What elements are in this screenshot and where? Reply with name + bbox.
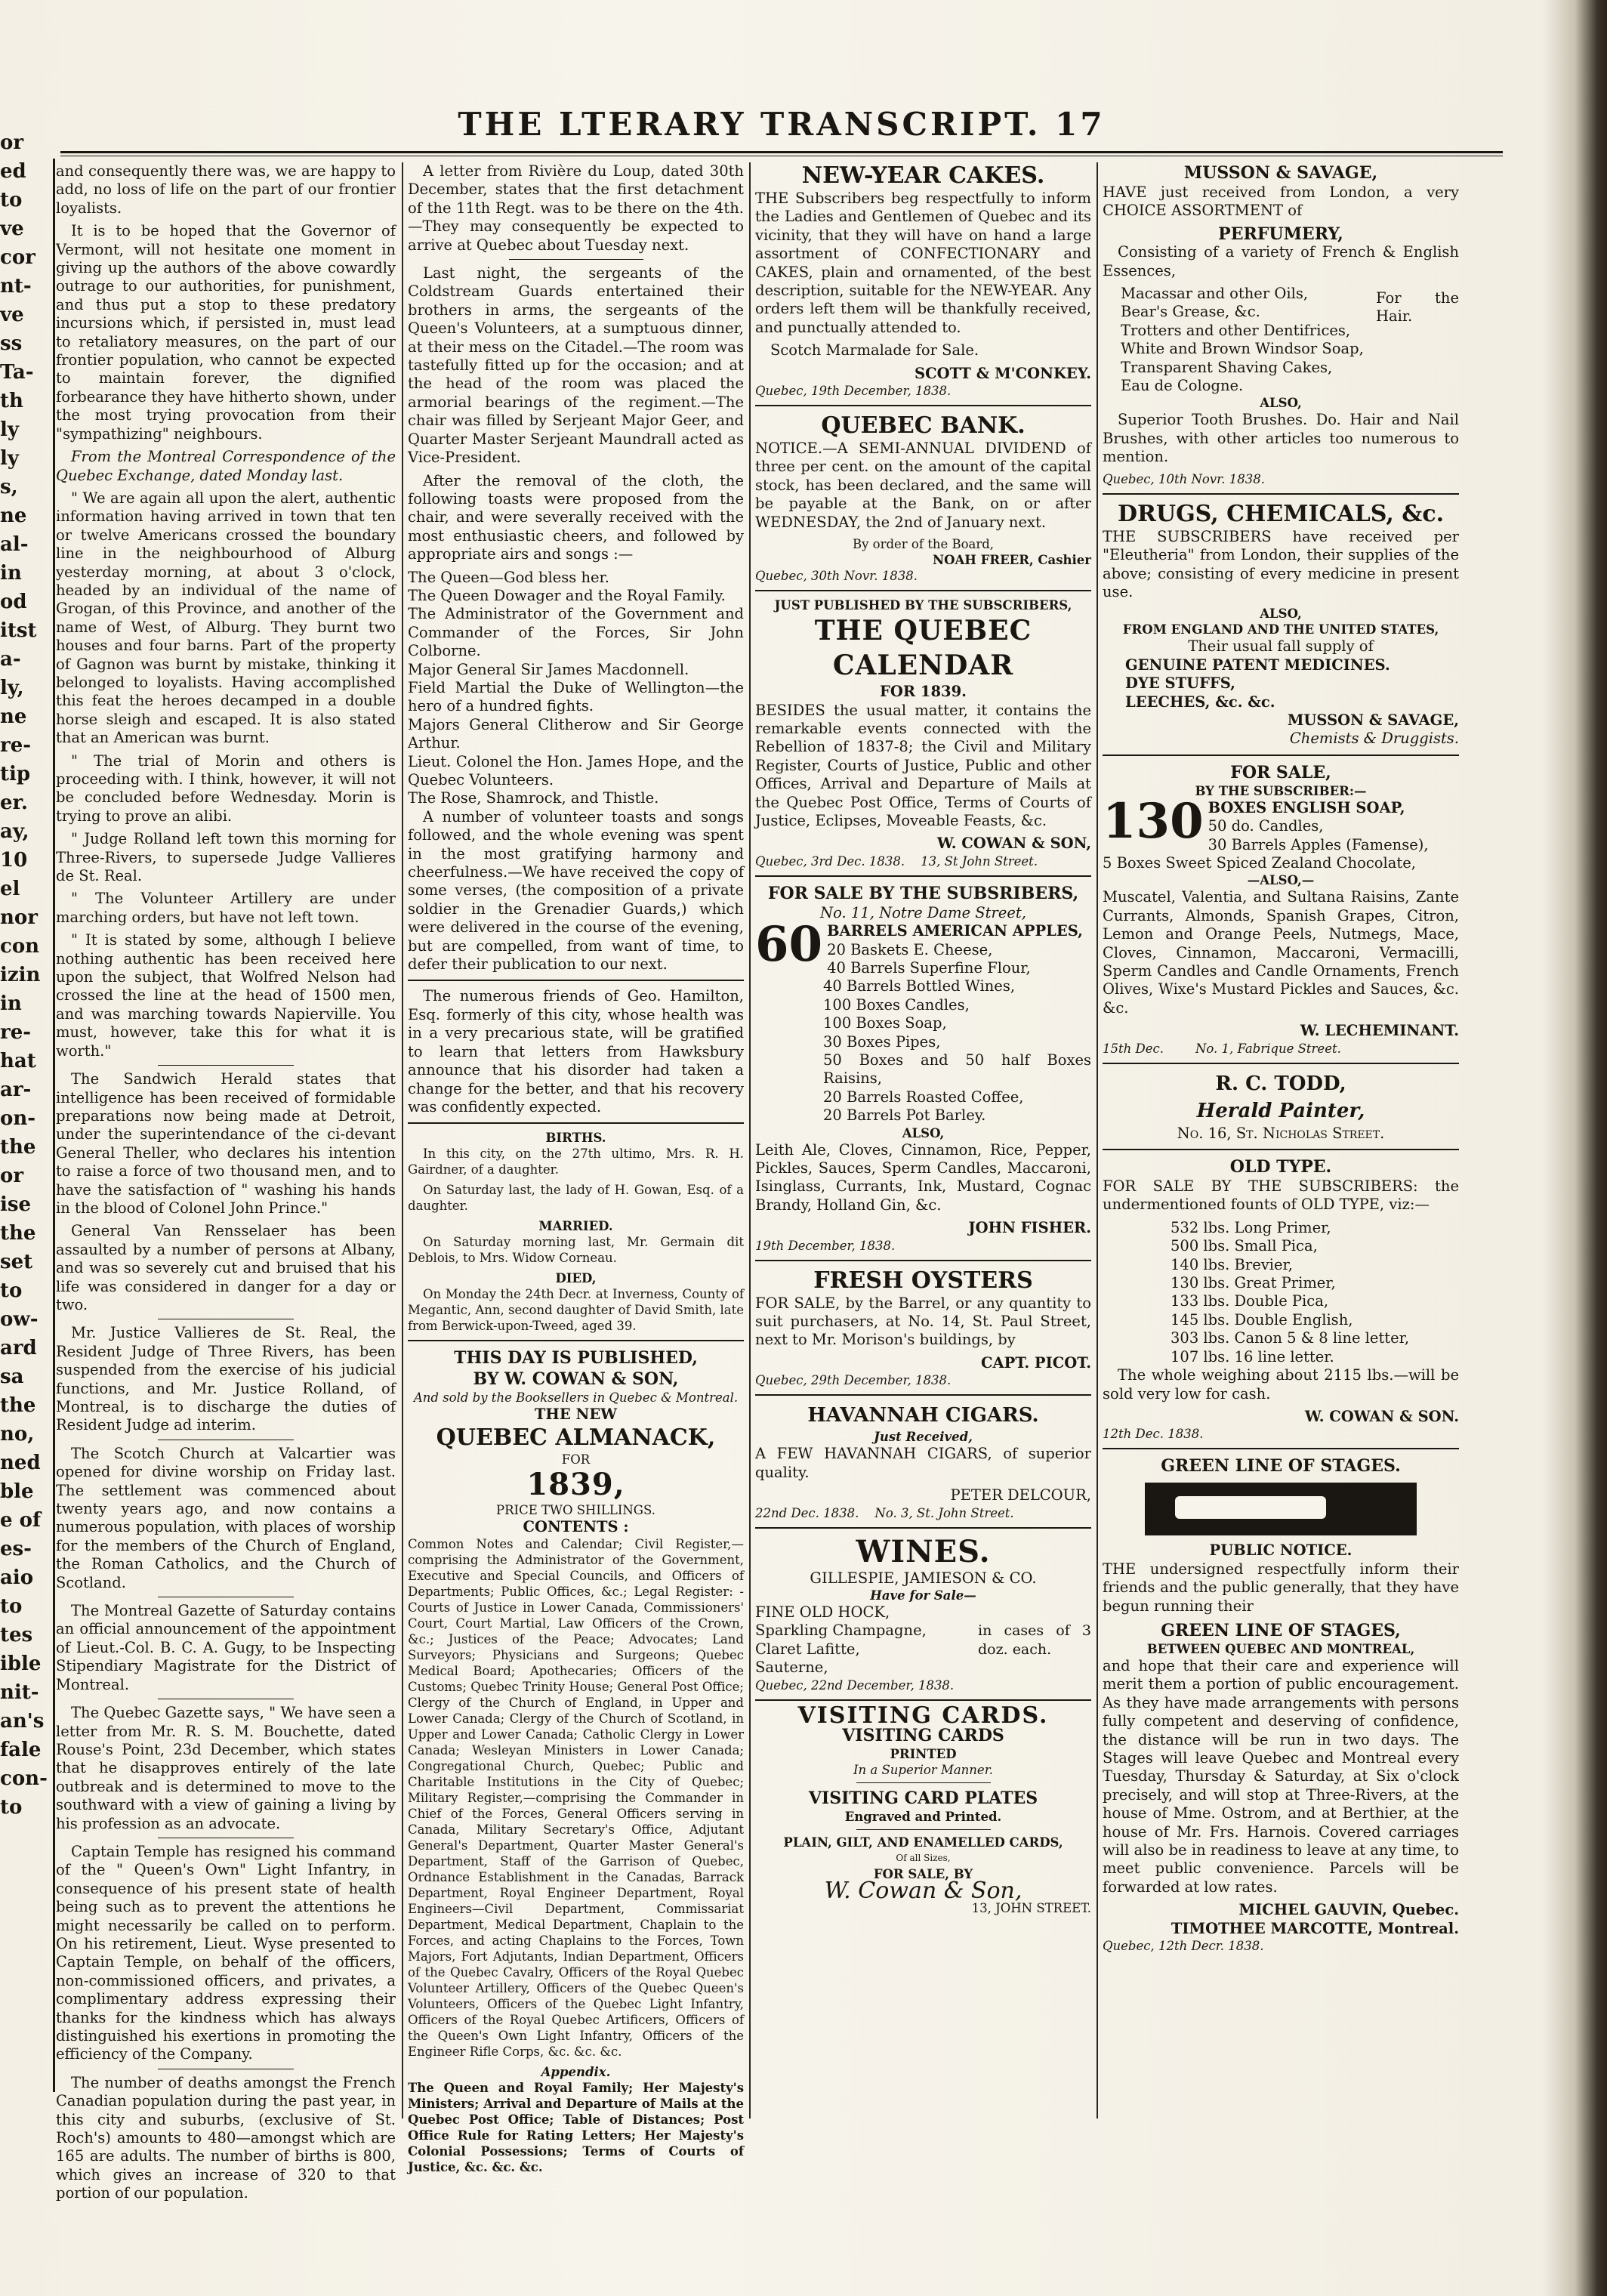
column-rule [1097,162,1098,2119]
column-rule [402,162,403,2119]
births-notice: In this city, on the 27th ultimo, Mrs. R. H. Gairdner, of a daughter. [408,1146,744,1177]
article-paragraph: A letter from Rivière du Loup, dated 30th December, states that the first detachment of the 11th Regt. was to be there on the 4th.—They may consequently be expected to arrive at Quebec about Tuesday next. [408,162,744,254]
for-sale-item: 30 Boxes Pipes, [823,1032,941,1051]
column-4 [1103,162,1459,2119]
divider [755,1394,1091,1396]
toast-list [408,569,744,808]
cigars-received: Just Received, [874,1430,973,1445]
musson-date: Quebec, 10th Novr. 1838. [1103,471,1265,486]
divider [856,1782,991,1783]
musson-perfumery: PERFUMERY, [1218,224,1343,244]
green-line-heading: GREEN LINE OF STAGES. [1161,1456,1401,1477]
gutter-fragment: od [0,591,27,613]
article-paragraph: Captain Temple has resigned his command of the " Queen's Own" Light Infantry, in consequence of his present state of health being such as to prevent the attentions he might necessarily be called on to perform. On his retirement, Lieut. Wyse presented to Captain Temple, on behalf of the officers, non-commissioned officers, and privates, a complimentary address expressing their thanks for the kindness which has always distinguished his exertions in promoting the efficiency of the Company. [56,1842,396,2063]
column-3 [755,162,1091,2119]
divider [158,1065,294,1066]
gutter-fragment: ve [0,218,24,240]
musson-ad: HAVE just received from London, a very CHOICE ASSORTMENT of [1103,184,1459,220]
old-type-signature: W. COWAN & SON. [1304,1407,1459,1425]
green-line-details: and hope that their care and experience will merit them a portion of public encouragement. As they have made arrangements with persons fully competent and deserving of confidence, the distance will be run in two days. The Stages will leave Quebec and Montreal every Tuesday, Thursday & Saturday, at Six o'clock precisely, and will stop at Three-Rivers, at the house of Mme. Ostrom, and at Berthier, at the house of Mr. Frs. Harnois. Covered carriages will also be in readiness to leave at any time, to meet public convenience. Parcels will be forwarded at low rates. [1103,1656,1459,1896]
calendar-year: FOR 1839. [880,683,967,701]
for-sale-address: No. 11, Notre Dame Street, [820,903,1026,921]
oysters-date: Quebec, 29th December, 1838. [755,1373,952,1388]
public-notice-heading: PUBLIC NOTICE. [1209,1541,1353,1560]
for-sale-signature: JOHN FISHER. [968,1219,1091,1237]
column-1 [56,162,396,2202]
old-type-heading: OLD TYPE. [1229,1157,1332,1177]
article-paragraph: Mr. Justice Vallieres de St. Real, the Resident Judge of Three Rivers, has been suspended from the exercise of his judicial functions, and Mr. Justice Rolland, of Montreal, is to discharge the duties of Resident Judge ad interim. [56,1324,396,1434]
green-line-name: GREEN LINE OF STAGES, [1161,1620,1401,1640]
gutter-fragment: a- [0,648,21,671]
for-sale-item: 20 Barrels Pot Barley. [823,1106,986,1125]
gutter-fragment: ible [0,1653,42,1675]
old-type-item: 303 lbs. Canon 5 & 8 line letter, [1171,1329,1410,1347]
gutter-fragment: sa [0,1366,24,1388]
masthead: THE LTERARY TRANSCRIPT. 17 [458,106,1106,143]
musson-consisting: Consisting of a variety of French & English Essences, [1103,243,1459,279]
green-line-ad: THE undersigned respectfully inform their friends and the public generally, that they have begun running their [1103,1560,1459,1615]
toast-item: The Administrator of the Government and Commander of the Forces, Sir John Colborne. [408,605,744,660]
almanac-contents: Common Notes and Calendar; Civil Register,—comprising the Administrator of the Government, Executive and Special Councils, and Officers of Departments; Public Offices, &c.; Legal Register: - Courts of Justice in Lower Canada, Commissioners' Court, Court Martial, Law Officers of the Crown, &c.; Justices of the Peace; Advocates; Land Surveyors; Physicians and Surgeons; Quebec Medical Board; Apothecaries; Officers of the Customs; Quebec Trinity House; General Post Office; Clergy of the Church of England, in Upper and Lower Canada; Clergy of the Church of Scotland, in Upper and Lower Canada; Catholic Clergy in Lower Canada; Wesleyan Ministers in Lower Canada; Congregational Church, Quebec; Public and Charitable Institutions in the City of Quebec; Military Register,—comprising the Commander in Chief of the Forces, General Officers serving in Canada, Military Secretary's Office, Adjutant General's Department, Quarter Master General's Department, Staff of the Garrison of Quebec, Ordnance Establishment in the Canadas, Barrack Department, Royal Engineer Department, Royal Engineers—Civil Department, Commissariat Department, Medical Department, Chaplain to the Forces, and acting Chaplains to the Forces, Town Majors, Fort Adjutants, Indian Department, Officers of the Quebec Cavalry, Officers of the Royal Quebec Volunteer Artillery, Officers of the Quebec Queen's Volunteers, Officers of the Quebec Light Infantry, Officers of the Royal Quebec Artificers, Officers of the Queen's Own Light Infantry, Officers of the Engineer Rifle Corps, &c. &c. &c. [408,1537,744,2060]
calendar-title: THE QUEBEC CALENDAR [814,615,1032,682]
wines-firm: GILLESPIE, JAMIESON & CO. [810,1569,1037,1587]
card-sizes: Of all Sizes, [896,1852,951,1863]
drugs-signature-title: Chemists & Druggists. [1289,730,1459,748]
old-type-ad: FOR SALE BY THE SUBSCRIBERS: the undermentioned founts of OLD TYPE, viz:— [1103,1177,1459,1214]
almanac-published: THIS DAY IS PUBLISHED, [454,1348,698,1369]
drugs-heading: DRUGS, CHEMICALS, &c. [1117,500,1445,527]
for-sale-item: 100 Boxes Soap, [823,1014,947,1032]
for-sale-item: 20 Baskets E. Cheese, [827,940,993,958]
toast-item: The Queen Dowager and the Royal Family. [408,586,726,604]
sale-heading: FOR SALE, [1230,762,1331,782]
article-paragraph: and consequently there was, we are happy to add, no loss of life on the part of our frontier loyalists. [56,162,396,217]
article-paragraph: " The Volunteer Artillery are under marching orders, but have not left town. [56,890,396,926]
toast-item: The Queen—God bless her. [408,568,609,586]
wines-date: Quebec, 22nd December, 1838. [755,1677,955,1693]
gutter-fragment: to [0,189,23,211]
bank-signature: NOAH FREER, Cashier [933,553,1091,568]
card-sale: FOR SALE, BY [873,1866,973,1881]
gutter-fragment: e of [0,1509,42,1532]
left-gutter-fragments [0,128,48,2168]
column-rule [749,162,751,2119]
perfumery-item: Bear's Grease, &c. [1121,303,1260,321]
perfumery-item: White and Brown Windsor Soap, [1121,340,1364,358]
gutter-fragment: fale [0,1739,42,1761]
column-2 [408,162,744,2175]
article-heading: From the Montreal Correspondence of the Quebec Exchange, dated Monday last. [56,448,396,484]
gutter-fragment: or [0,1165,24,1187]
toast-item: Field Martial the Duke of Wellington—the hero of a hundred fights. [408,678,744,715]
sale-item: 30 Barrels Apples (Famense), [1208,835,1429,853]
todd-trade: Herald Painter, [1196,1099,1365,1122]
married-heading: MARRIED. [538,1219,613,1234]
for-sale-list [823,941,1091,1125]
todd-address: No. 16, St. Nicholas Street. [1177,1124,1385,1142]
for-sale-first-line: 60 BARRELS AMERICAN APPLES, [755,916,1083,974]
card-plates: VISITING CARD PLATES [808,1788,1038,1808]
cakes-signature: SCOTT & M'CONKEY. [915,364,1091,382]
sale-item: 5 Boxes Sweet Spiced Zealand Chocolate, [1103,853,1416,872]
calendar-published: JUST PUBLISHED BY THE SUBSCRIBERS, [774,598,1072,613]
cakes-heading: NEW-YEAR CAKES. [801,162,1045,189]
calendar-ad: BESIDES the usual matter, it contains the remarkable events connected with the Rebellion of 1837-8; the Civil and Military Register, Courts of Justice, Public and other Offices, Arrival and Departure of Mails at the Quebec Post Office, Terms of Courts of Justice, Eclipses, Moveable Feasts, &c. [755,701,1091,829]
wine-item: Sauterne, [755,1659,828,1677]
perfumery-item: Macassar and other Oils, [1121,285,1309,303]
sale-more: Muscatel, Valentia, and Sultana Raisins, Zante Currants, Almonds, Spanish Grapes, Citron, Lemon and Orange Peels, Nutmegs, Mace, Cloves, Cinnamon, Maccaroni, Vermacilli, Sperm Candles and Candle Ornaments, French Olives, Wixe's Mustard Pickles and Sauces, &c. &c. [1103,888,1459,1017]
almanac-contents-heading: CONTENTS : [523,1517,629,1535]
green-line-signature-1: MICHEL GAUVIN, Quebec. [1238,1901,1459,1919]
sale-by: BY THE SUBSCRIBER:— [1195,783,1367,798]
gutter-fragment: on- [0,1107,36,1130]
article-paragraph: The Montreal Gazette of Saturday contains an official announcement of the appointment of Lieut.-Col. B. C. A. Gugy, to be Inspecting Stipendiary Magistrate for the District of Montreal. [56,1602,396,1693]
gutter-fragment: th [0,390,23,412]
drug-item: DYE STUFFS, [1125,674,1235,693]
wines-list: FINE OLD HOCK, Sparkling Champagne, Claret Lafitte, Sauterne, in cases of 3 doz. each. [755,1603,1091,1677]
cigars-heading: HAVANNAH CIGARS. [807,1404,1039,1427]
old-type-list [1171,1219,1459,1366]
gutter-fragment: ne [0,505,27,527]
cigars-date: 22nd Dec. 1838. No. 3, St. John Street. [755,1505,1014,1520]
births-heading: BIRTHS. [545,1131,606,1146]
gutter-fragment: nt- [0,275,32,298]
old-type-item: 133 lbs. Double Pica, [1171,1292,1329,1310]
gutter-fragment: or [0,131,24,154]
gutter-fragment: ve [0,304,24,326]
toast-item: Majors General Clitherow and Sir George Arthur. [408,715,744,752]
visiting-cards-printed: PRINTED [890,1746,957,1761]
gutter-fragment: con- [0,1767,48,1790]
gutter-fragment: itst [0,619,37,642]
births-notice: On Saturday last, the lady of H. Gowan, Esq. of a daughter. [408,1183,744,1214]
gutter-fragment: ly, [0,677,24,699]
almanac-year: 1839, [526,1466,625,1502]
cakes-ad: THE Subscribers beg respectfully to inform the Ladies and Gentlemen of Quebec and its vicinity, that they will have on hand a large assortment of CONFECTIONARY and CAKES, plain and ornamented, of the best description, suitable for the NEW-YEAR. Any orders left them will be thankfully received, and punctually attended to. [755,190,1091,336]
for-sale-also: ALSO, [902,1125,945,1140]
gutter-fragment: ly [0,418,19,441]
article-paragraph: It is to be hoped that the Governor of Vermont, will not hesitate one moment in giving up the authors of the above cowardly outrage to our authorities, for punishment, and thus put a stop to these predatory incursions which, if persisted in, must lead to retaliatory measures, on the part of our frontier population, who cannot be expected to maintain forever, the dignified forbearance they have hitherto shown, under the most trying provocation from their "sympathizing" neighbours. [56,222,396,443]
old-type-more: The whole weighing about 2115 lbs.—will be sold very low for cash. [1103,1366,1459,1403]
masthead-rule [60,151,1503,153]
wines-sale: Have for Sale— [870,1588,976,1603]
green-line-signature-2: TIMOTHEE MARCOTTE, Montreal. [1171,1919,1459,1937]
perfumery-item: Transparent Shaving Cakes, [1121,358,1333,376]
for-sale-item: 50 Boxes and 50 half Boxes Raisins, [823,1051,1091,1088]
for-sale-date: 19th December, 1838. [755,1238,896,1253]
toast-item: The Rose, Shamrock, and Thistle. [408,789,659,807]
perfumery-item: Trotters and other Dentifrices, [1121,321,1351,339]
drugs-usual: Their usual fall supply of [1188,637,1374,656]
gutter-fragment: 10 [0,849,28,872]
gutter-fragment: the [0,1394,36,1417]
todd-heading: R. C. TODD, [1215,1072,1346,1095]
for-sale-item: 20 Barrels Roasted Coffee, [823,1088,1024,1106]
gutter-fragment: ow- [0,1308,39,1331]
gutter-fragment: ise [0,1193,32,1216]
oysters-ad: FOR SALE, by the Barrel, or any quantity to suit purchasers, at No. 14, St. Paul Street, next to Mr. Morison's buildings, by [755,1294,1091,1349]
gutter-fragment: ned [0,1452,41,1474]
old-type-item: 532 lbs. Long Primer, [1171,1218,1331,1236]
cigars-signature: PETER DELCOUR, [950,1486,1091,1504]
gutter-fragment: con [0,935,40,958]
divider [1103,1448,1459,1449]
article-paragraph: The Sandwich Herald states that intelligence has been received of formidable preparations now being made at Detroit, under the superintendance of the ci-devant General Theller, who declares his intention to raise a force of two thousand men, and to have the satisfaction of " washing his hands in the blood of Colonel John Prince." [56,1070,396,1217]
musson-also: ALSO, [1260,396,1302,411]
bank-heading: QUEBEC BANK. [821,412,1026,440]
gutter-fragment: ard [0,1337,37,1359]
divider [509,259,643,260]
almanac-new: THE NEW [534,1406,618,1424]
article-paragraph: The Scotch Church at Valcartier was opened for divine worship on Friday last. The settlement was commenced about twenty years ago, and now contains a numerous population, with places of worship for the members of the Church of England, the Roman Catholics, and the Church of Scotland. [56,1444,396,1591]
gutter-fragment: to [0,1279,23,1302]
cigars-ad: A FEW HAVANNAH CIGARS, of superior quality. [755,1445,1091,1481]
gutter-fragment: ly [0,447,19,470]
for-sale-item: 40 Barrels Superfine Flour, [827,958,1031,977]
bank-notice: NOTICE.—A SEMI-ANNUAL DIVIDEND of three per cent. on the amount of the capital stock, has been declared, and the same will be payable at the Bank, on or after WEDNESDAY, the 2nd of January next. [755,440,1091,531]
gutter-fragment: nor [0,906,38,929]
gutter-fragment: in [0,992,22,1015]
gutter-fragment: ar- [0,1079,32,1101]
article-paragraph: " It is stated by some, although I believe nothing authentic has been received here upon the subject, that Wolfred Nelson had crossed the line at the head of 1500 men, and was marching towards Napierville. You must, however, take this for what it is worth." [56,931,396,1060]
wines-heading: WINES. [856,1533,991,1569]
visiting-cards-manner: In a Superior Manner. [853,1762,994,1777]
almanac-appendix-heading: Appendix. [541,2065,611,2080]
gutter-fragment: re- [0,734,32,757]
drugs-ad: THE SUBSCRIBERS have received per "Eleutheria" from London, their supplies of the above; consisting of every medicine in present use. [1103,527,1459,600]
died-notice: On Monday the 24th Decr. at Inverness, County of Megantic, Ann, second daughter of David Smith, late from Berwick-upon-Tweed, aged 39. [408,1287,744,1334]
gutter-fragment: to [0,1796,23,1819]
gutter-fragment: er. [0,792,28,814]
gutter-fragment: the [0,1222,36,1245]
drugs-signature: MUSSON & SAVAGE, [1287,711,1459,729]
for-sale-item: 40 Barrels Bottled Wines, [823,977,1016,995]
gutter-fragment: the [0,1136,36,1159]
gutter-fragment: cor [0,246,35,269]
divider [856,1829,991,1830]
gutter-fragment: set [0,1251,33,1273]
card-plates-engraved: Engraved and Printed. [844,1809,1002,1824]
gutter-fragment: tes [0,1624,33,1646]
almanac-for: FOR [561,1452,591,1467]
calendar-date: Quebec, 3rd Dec. 1838. 13, St John Street. [755,853,1038,869]
bank-date: Quebec, 30th Novr. 1838. [755,569,918,584]
drug-item: GENUINE PATENT MEDICINES. [1125,656,1390,674]
card-types: PLAIN, GILT, AND ENAMELLED CARDS, [783,1835,1063,1850]
gutter-fragment: es- [0,1538,32,1560]
old-type-item: 145 lbs. Double English, [1171,1310,1353,1329]
gutter-fragment: izin [0,964,41,986]
gutter-fragment: nit- [0,1681,39,1704]
oysters-signature: CAPT. PICOT. [981,1353,1091,1372]
gutter-fragment: Ta- [0,361,34,384]
drugs-from: FROM ENGLAND AND THE UNITED STATES, [1122,622,1439,637]
gutter-rule [53,159,55,2092]
sale-item: 50 do. Candles, [1208,817,1324,835]
toast-item: Lieut. Colonel the Hon. James Hope, and the Quebec Volunteers. [408,752,744,788]
perfumery-item: Eau de Cologne. [1121,377,1244,395]
gutter-fragment: in [0,562,22,585]
divider [755,875,1091,877]
married-notice: On Saturday morning last, Mr. Germain dit Deblois, to Mrs. Widow Corneau. [408,1235,744,1266]
divider [755,405,1091,406]
visiting-cards-sub: VISITING CARDS [842,1725,1004,1745]
old-type-item: 500 lbs. Small Pica, [1171,1237,1318,1255]
divider [408,1340,744,1341]
card-address: 13, JOHN STREET. [971,1901,1091,1916]
gutter-fragment: an's [0,1710,45,1733]
article-paragraph: " We are again all upon the alert, authentic information having arrived in town that ten or twelve Americans crossed the boundary line in the neighbourhood of Alburg yesterday morning, at about 3 o'clock, headed by an individual of the name of Grogan, of this Province, and another of the name of West, of Alburg. They burnt two houses and four barns. Part of the property of Gagnon was burnt by mistake, thinking it belonged to loyalists. Having accomplished this feat the heroes decamped in a double horse sleigh and escaped. It is also stated that an American was burnt. [56,489,396,747]
musson-list: Macassar and other Oils, Bear's Grease, &c. Trotters and other Dentifrices, White and Brown Windsor Soap, Transparent Shaving Cakes, Eau de Cologne. For the Hair. [1121,285,1459,395]
old-type-item: 130 lbs. Great Primer, [1171,1274,1336,1292]
divider [755,1699,1091,1701]
divider [755,590,1091,591]
gutter-fragment: ss [0,332,23,355]
drug-item: LEECHES, &c. &c. [1125,693,1275,711]
divider [408,980,744,981]
divider [1103,755,1459,756]
almanac-title: QUEBEC ALMANACK, [436,1424,716,1451]
gutter-fragment: to [0,1595,23,1618]
gutter-fragment: el [0,878,20,900]
sale-first-line: 130 BOXES ENGLISH SOAP, [1103,792,1405,850]
for-sale-heading: FOR SALE BY THE SUBSRIBERS, [767,883,1079,903]
article-paragraph: The Quebec Gazette says, " We have seen a letter from Mr. R. S. M. Bouchette, dated Rouse's Point, 23d December, which states that he disapproves entirely of the late outbreak and is determined to move to the southward with a view of gaining a living by his profession as an advocate. [56,1704,396,1832]
drugs-also: ALSO, [1260,606,1302,622]
old-type-date: 12th Dec. 1838. [1103,1427,1204,1442]
almanac-appendix: The Queen and Royal Family; Her Majesty's Ministers; Arrival and Departure of Mails at the Quebec Post Office; Table of Distances; Post Office Rule for Rating Letters; Her Majesty's Colonial Possessions; Terms of Courts of Justice, &c. &c. &c. [408,2081,744,2175]
gutter-fragment: s, [0,476,18,498]
gutter-fragment: tip [0,763,31,785]
musson-heading: MUSSON & SAVAGE, [1183,163,1378,183]
calendar-signature: W. COWAN & SON, [936,835,1091,853]
old-type-item: 107 lbs. 16 line letter. [1171,1347,1334,1366]
article-paragraph: The number of deaths amongst the French Canadian population during the past year, in this city and suburbs, (exclusive of St. Roch's) amounts to 480—amongst which are 165 are adults. The number of births is 800, which gives an increase of 320 to that portion of our population. [56,2073,396,2202]
oysters-heading: FRESH OYSTERS [813,1267,1033,1294]
article-paragraph: " Judge Rolland left town this morning for Three-Rivers, to supersede Judge Vallieres de St. Real. [56,830,396,885]
green-line-route: BETWEEN QUEBEC AND MONTREAL, [1146,1641,1415,1656]
gutter-fragment: re- [0,1021,32,1044]
sale-also: —ALSO,— [1247,873,1315,888]
card-signature: W. Cowan & Son, [824,1877,1022,1904]
gutter-fragment: hat [0,1050,36,1072]
divider [408,1122,744,1124]
drugs-list [1103,656,1459,711]
gutter-fragment: aio [0,1566,34,1589]
musson-more: Superior Tooth Brushes. Do. Hair and Nail Brushes, with other articles too numerous to mention. [1103,411,1459,466]
divider [1103,1149,1459,1150]
green-line-date: Quebec, 12th Decr. 1838. [1103,1939,1264,1954]
for-sale-item: 100 Boxes Candles, [823,995,970,1014]
almanac-sold: And sold by the Booksellers in Quebec & Montreal. [413,1390,739,1406]
almanac-by: BY W. COWAN & SON, [473,1369,679,1390]
almanac-price: PRICE TWO SHILLINGS. [496,1502,655,1517]
for-sale-more: Leith Ale, Cloves, Cinnamon, Rice, Pepper, Pickles, Sauces, Sperm Candles, Maccaroni, Isinglass, Currants, Ink, Mustard, Cognac Brandy, Holland Gin, &c. [755,1140,1091,1214]
cakes-note: Scotch Marmalade for Sale. [770,341,979,360]
wine-item: Claret Lafitte, [755,1640,860,1658]
stagecoach-illustration [1145,1483,1417,1535]
toast-item: Major General Sir James Macdonnell. [408,660,689,678]
gutter-fragment: no, [0,1423,35,1446]
old-type-item: 140 lbs. Brevier, [1171,1255,1293,1273]
divider [1103,1063,1459,1064]
gutter-fragment: ed [0,160,26,183]
died-heading: DIED, [555,1271,597,1286]
article-paragraph: The numerous friends of Geo. Hamilton, Esq. formerly of this city, whose health was in a very precarious state, will be gratified to learn that letters from Hawksbury announce that his disorder had taken a change for the better, and that his recovery was confidently expected. [408,987,744,1116]
wine-item: FINE OLD HOCK, [755,1603,890,1621]
article-paragraph: Last night, the sergeants of the Coldstream Guards entertained their brothers in arms, the sergeants of the Queen's Volunteers, at a sumptuous dinner, at their mess on the Citadel.—The room was tastefully fitted up for the occasion; and at the head of the room was placed the armorial bearings of the regiment.—The chair was filled by Serjeant Major Geer, and Quarter Master Serjeant Maundrall acted as Vice-President. [408,264,744,467]
gutter-fragment: ble [0,1480,34,1503]
divider [1103,493,1459,495]
sale-date: 15th Dec. No. 1, Fabrique Street. [1103,1041,1341,1056]
cakes-date: Quebec, 19th December, 1838. [755,384,952,399]
article-paragraph: A number of volunteer toasts and songs followed, and the whole evening was spent in the most gratifying harmony and cheerfulness.—We have received the copy of some verses, (the composition of a private soldier in the Grenadier Guards,) which were delivered in the course of the evening, but are compelled, from want of time, to defer their publication to our next. [408,807,744,974]
bank-order: By order of the Board, [852,537,995,552]
wine-item: Sparkling Champagne, [755,1622,927,1640]
gutter-fragment: al- [0,533,29,556]
sale-signature: W. LECHEMINANT. [1300,1022,1459,1040]
article-paragraph: General Van Rensselaer has been assaulted by a number of persons at Albany, and was so severely cut and bruised that his life was considered in danger for a day or two. [56,1222,396,1313]
gutter-fragment: ay, [0,820,29,843]
visiting-cards-heading: VISITING CARDS. [797,1702,1049,1729]
article-paragraph: " The trial of Morin and others is proceeding with. I think, however, it will not be concluded before Wednesday. Morin is trying to prove an alibi. [56,751,396,825]
divider [755,1260,1091,1261]
article-paragraph: After the removal of the cloth, the following toasts were proposed from the chair, and were severally received with the most enthusiastic cheers, and followed by appropriate airs and songs :— [408,471,744,563]
gutter-fragment: ne [0,705,27,728]
divider [755,1527,1091,1529]
